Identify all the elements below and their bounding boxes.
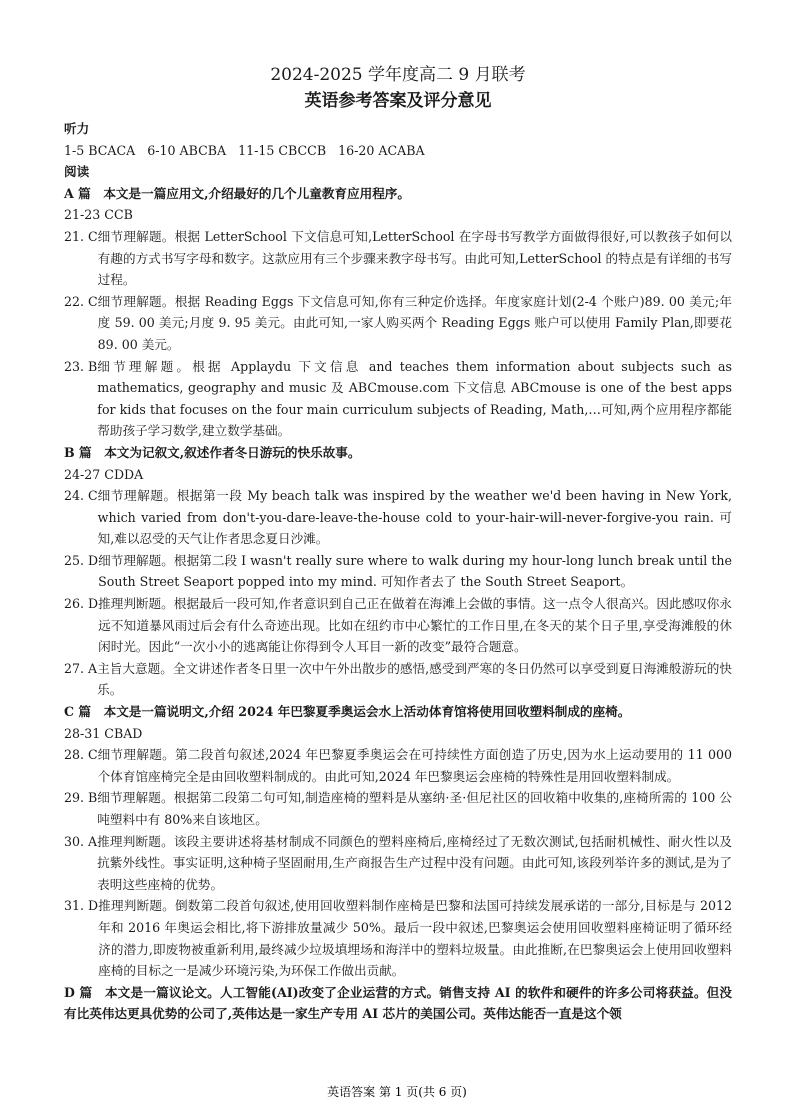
question-23 [64,356,732,442]
question-number: 27. A [64,660,98,676]
question-explanation: 细节理解题。根据 Reading Eggs 下文信息可知,你有三种定价选择。年度家庭计划(2-4 个账户)89. 00 美元;年度 59. 00 美元;月度 9. 95 美元。由此可知,一家人购买两个 Reading Eggs 账户可以使用 Family Plan,即要花 89. 00 美元。 [97,293,732,352]
question-number: 22. C [64,293,98,309]
page-footer: 英语答案 第 1 页(共 6 页) [327,1085,467,1099]
question-21 [64,226,732,291]
question-number: 28. C [64,747,98,763]
question-29 [64,787,732,830]
question-31 [64,895,732,981]
listening-answers: 1-5 BCACA 6-10 ABCBA 11-15 CBCCB 16-20 ACABA [64,142,425,158]
document-subtitle: 英语参考答案及评分意见 [304,91,492,111]
question-explanation: 细节理解题。根据第二段 I wasn't really sure where to walk during my hour-long lunch break until the South Street Seaport popped into my mind. 可知作者去了 the South Street Seaport。 [98,552,732,590]
section-heading-reading: 阅读 [64,164,90,180]
question-explanation: 细节理解题。根据第一段 My beach talk was inspired by the weather we'd been having in New York, which varied from don't-you-dare-leave-the-house cold to your-hair-will-never-forgive-you rain. 可知,难以忍受的天气让作者思念夏日沙滩。 [97,488,732,547]
question-explanation: 细节理解题。根据 LetterSchool 下文信息可知,LetterSchool 在字母书写教学方面做得很好,可以教孩子如何以有趣的方式书写字母和数字。这款应用有三个步骤来教字母书写。由此可知,LetterSchool 的特点是有详细的书写过程。 [97,228,732,288]
passage-b-intro: B 篇 本文为记叙文,叙述作者冬日游玩的快乐故事。 [64,444,361,460]
question-explanation: 推理判断题。该段主要讲述将基材制成不同颜色的塑料座椅后,座椅经过了无数次测试,包括耐机械性、耐火性以及抗紫外线性。事实证明,这种椅子坚固耐用,生产商报告生产过程中没有问题。由此可知,该段列举许多的测试,是为了表明这些座椅的优势。 [97,833,732,892]
question-explanation: 推理判断题。倒数第二段首句叙述,使用回收塑料制作座椅是巴黎和法国可持续发展承诺的一部分,目标是与 2012 年和 2016 年奥运会相比,将下游排放量减少 50%。最后一段中叙述,巴黎奥运会使用回收塑料座椅证明了循环经济的潜力,即废物被重新利用,最终减少垃圾填埋场和海洋中的塑料垃圾量。由此推断,在巴黎奥运会上使用回收塑料座椅的目标之一是减少环境污染,为环保工作做出贡献。 [98,898,732,979]
question-26 [64,593,732,658]
question-number: 21. C [64,228,98,244]
question-explanation: 细节理解题。第二段首句叙述,2024 年巴黎夏季奥运会在可持续性方面创造了历史,因为水上运动要用的 11 000 个体育馆座椅完全是由回收塑料制成的。由此可知,2024 年巴黎奥运会座椅的特殊性是用回收塑料制成。 [97,747,732,784]
question-number: 26. D [64,596,99,612]
document-title: 2024-2025 学年度高二 9 月联考 [270,65,526,85]
question-number: 30. A [64,833,98,849]
question-25 [64,550,732,593]
passage-d-intro: D 篇 本文是一篇议论文。人工智能(AI)改变了企业运营的方式。销售支持 AI 的软件和硬件的许多公司将获益。但没有比英伟达更具优势的公司了,英伟达是一家生产专用 AI 芯片的美国公司。英伟达能否一直是这个领 [64,984,732,1022]
question-24 [64,485,732,550]
question-explanation: 细节理解题。根据 Applaydu 下文信息 and teaches them information about subjects such as mathematics, geography and music 及 ABCmouse.com 下文信息 ABCmouse is one of the best apps for kids that focuses on the four main curriculum subjects of Reading, Math,…可知,两个应用程序都能帮助孩子学习数学,建立数学基础。 [97,358,732,439]
question-28 [64,744,732,787]
question-explanation: 主旨大意题。全文讲述作者冬日里一次中午外出散步的感悟,感受到严寒的冬日仍然可以享受到夏日海滩般游玩的快乐。 [97,660,732,698]
passage-c-answers: 28-31 CBAD [64,725,143,741]
question-explanation: 推理判断题。根据最后一段可知,作者意识到自己正在做着在海滩上会做的事情。这一点令人很高兴。因此感叹你永远不知道暴风雨过后会有什么奇迹出现。比如在纽约市中心繁忙的工作日里,在冬天的某个日子里,享受海滩般的休闲时光。因此“一次小小的逃离能让你得到令人耳目一新的改变”最符合题意。 [98,596,732,655]
question-number: 24. C [64,488,98,504]
passage-c-intro: C 篇 本文是一篇说明文,介绍 2024 年巴黎夏季奥运会水上活动体育馆将使用回收塑料制成的座椅。 [64,704,631,720]
question-number: 31. D [64,898,99,914]
question-number: 29. B [64,790,98,806]
passage-a-intro: A 篇 本文是一篇应用文,介绍最好的几个儿童教育应用程序。 [64,185,410,201]
passage-a-answers: 21-23 CCB [64,207,133,223]
question-27 [64,658,732,701]
question-explanation: 细节理解题。根据第二段第二句可知,制造座椅的塑料是从塞纳·圣·但尼社区的回收箱中收集的,座椅所需的 100 公吨塑料中有 80%来自该地区。 [97,790,732,827]
question-30 [64,831,732,896]
question-22 [64,291,732,356]
question-number: 25. D [64,552,99,568]
passage-b-answers: 24-27 CDDA [64,466,144,482]
question-number: 23. B [64,358,98,374]
section-heading-listening: 听力 [64,121,90,136]
